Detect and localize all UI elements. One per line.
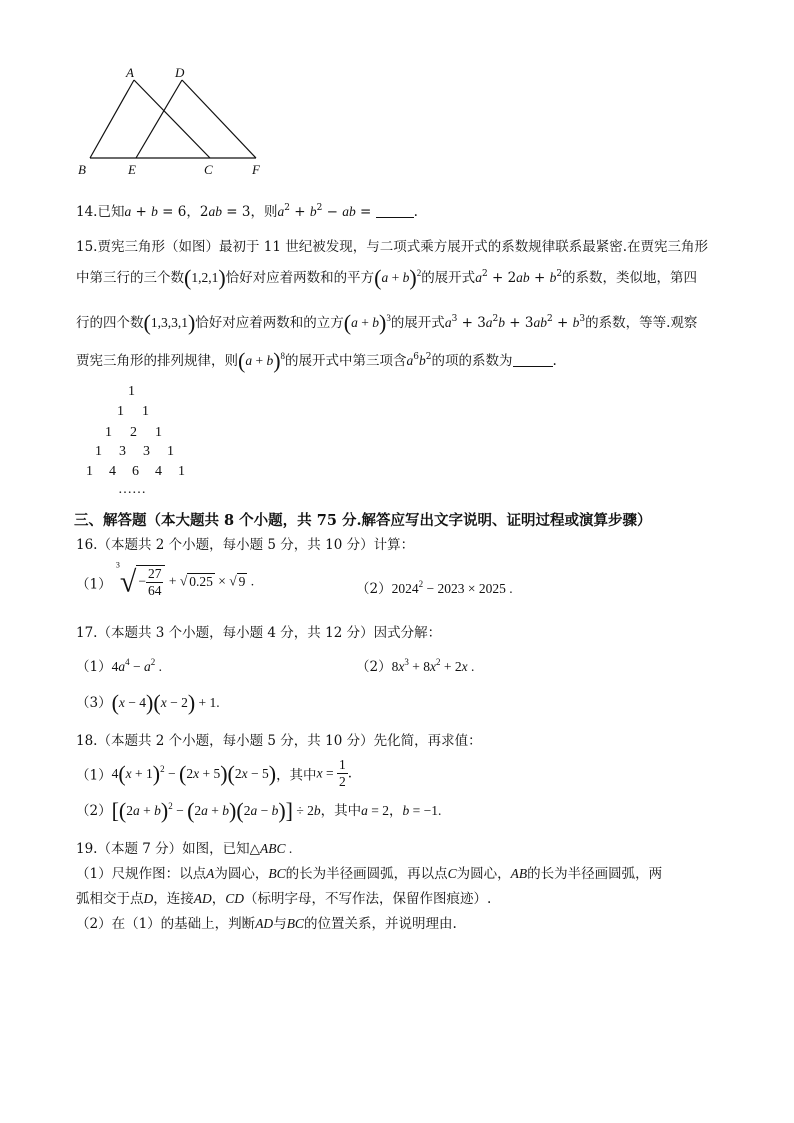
where-text: ，其中 bbox=[320, 803, 362, 819]
tri-cell: 3 bbox=[119, 444, 126, 459]
tri-cell: 1 bbox=[142, 404, 149, 419]
q15-line1: 15.贾宪三角形（如图）最初于 11 世纪被发现，与二项式乘方展开式的系数规律联系最紧密.在贾宪三角形 bbox=[76, 239, 709, 255]
q15-text: 的项的系数为 bbox=[431, 353, 513, 369]
q19-text: 为圆心， bbox=[456, 866, 511, 882]
section-title: 三、解答题（本大题共 8 个小题，共 75 分.解答应写出文字说明、证明过程或演算步骤） bbox=[74, 512, 652, 529]
q16-part1: （1） $^3$√ − $\frac{27}{64}$ + √ 0.25 × √ 9 . bbox=[76, 560, 255, 599]
tri-cell: 3 bbox=[143, 444, 150, 459]
q15-text: 恰好对应着两数和的平方 bbox=[225, 270, 375, 286]
q15-text: 的系数，等等.观察 bbox=[585, 315, 698, 331]
q17-part2: $(2)8x^3 + 8x^2 + 2x$ . bbox=[356, 657, 475, 675]
tri-cell: 4 bbox=[155, 464, 162, 479]
tri-cell: 2 bbox=[130, 425, 137, 440]
tri-cell: 1 bbox=[117, 404, 124, 419]
q19-text: 为圆心， bbox=[214, 866, 269, 882]
q19-text: 19.（本题 7 分）如图，已知 bbox=[76, 841, 250, 857]
q19-part1-line1: （1）尺规作图：以点A为圆心，BC的长为半径画圆弧，再以点C为圆心，AB的长为半径画圆弧，两 bbox=[76, 866, 663, 882]
answer-blank-15[interactable] bbox=[513, 354, 553, 367]
q15-text: 行的四个数 bbox=[76, 315, 144, 331]
segment-ac bbox=[134, 80, 210, 158]
q15-text: 恰好对应着两数和的立方 bbox=[195, 315, 344, 331]
q16-part2: $(2)2024^2 - 2023 \times 2025$ . bbox=[356, 579, 513, 597]
q19-part2: （2）在（1）的基础上，判断AD与BC的位置关系，并说明理由. bbox=[76, 916, 457, 932]
label-a: A bbox=[126, 65, 134, 80]
part-label: （1） bbox=[76, 767, 112, 784]
q17-head: 17.（本题共 3 个小题，每小题 4 分，共 12 分）因式分解： bbox=[76, 625, 442, 641]
segment-de bbox=[136, 80, 182, 158]
part-label: （3） bbox=[76, 695, 112, 711]
q15-line3: 行的四个数(1,3,3,1)恰好对应着两数和的立方$(a + b)^3$的展开式$a^3 + 3a^2b + 3ab^2 + b^3$的系数，等等.观察 bbox=[76, 310, 698, 335]
q19-text: 的位置关系，并说明理由. bbox=[303, 916, 457, 932]
q15-text: 的展开式 bbox=[390, 315, 445, 331]
q19-text: ，连接 bbox=[153, 891, 194, 907]
q14-then: ，则 bbox=[250, 204, 278, 220]
q18-part1: $(1)4(x + 1)^2 - (2x + 5)(2x - 5)$，其中x = $\frac{1}{2}$ . bbox=[76, 757, 352, 789]
label-b: B bbox=[78, 162, 86, 177]
tri-cell: 1 bbox=[86, 464, 93, 479]
tri-cell: 1 bbox=[155, 425, 162, 440]
tri-cell: 1 bbox=[167, 444, 174, 459]
q17-part1: $(1)4a^4 - a^2$ . bbox=[76, 657, 162, 675]
answer-blank-14[interactable] bbox=[376, 205, 414, 218]
tri-cell: 1 bbox=[105, 425, 112, 440]
part-label: （2） bbox=[76, 803, 112, 819]
q15-text: 贾宪三角形的排列规律，则 bbox=[76, 353, 238, 369]
q15-text: 中第三行的三个数 bbox=[76, 270, 184, 286]
question-14: 14.已知a + b = 6，2ab = 3，则$a^2 + b^2$ − ab = . bbox=[76, 203, 418, 220]
q16-head: 16.（本题共 2 个小题，每小题 5 分，共 10 分）计算： bbox=[76, 537, 415, 553]
label-f: F bbox=[252, 162, 260, 177]
segment-df bbox=[182, 80, 256, 158]
q15-line2: 中第三行的三个数(1,2,1)恰好对应着两数和的平方$(a + b)^2$的展开式$a^2 + 2ab + b^2$的系数，类似地，第四 bbox=[76, 265, 698, 290]
q19-text: 的长为半径画圆弧，两 bbox=[527, 866, 663, 882]
q19-text: 与 bbox=[273, 916, 287, 932]
label-e: E bbox=[128, 162, 136, 177]
q15-text: 的展开式中第三项含 bbox=[285, 353, 407, 369]
segment-ab bbox=[90, 80, 134, 158]
q18-head: 18.（本题共 2 个小题，每小题 5 分，共 10 分）先化简，再求值： bbox=[76, 733, 482, 749]
q18-part2: $(2)[(2a + b)^2 - (2a + b)(2a - b)] \div 2b$，其中a = 2，b = −1. bbox=[76, 798, 442, 823]
label-d: D bbox=[175, 65, 185, 80]
q15-text: 的展开式 bbox=[421, 270, 476, 286]
tri-dots: …… bbox=[118, 482, 146, 497]
q19-head: 19.（本题 7 分）如图，已知△ABC . bbox=[76, 841, 293, 857]
triangle-figure bbox=[70, 62, 280, 182]
q14-known: 已知 bbox=[97, 204, 125, 220]
where-text: ，其中 bbox=[276, 767, 317, 784]
tri-cell: 6 bbox=[132, 464, 139, 479]
tri-cell: 1 bbox=[95, 444, 102, 459]
q19-text: 弧相交于点 bbox=[76, 891, 144, 907]
q19-part1-line2: 弧相交于点D，连接AD，CD（标明字母，不写作法，保留作图痕迹）. bbox=[76, 891, 492, 907]
part-label: （2） bbox=[356, 659, 392, 675]
part-label: （2） bbox=[356, 581, 392, 597]
label-c: C bbox=[204, 162, 213, 177]
q14-number: 14. bbox=[76, 204, 98, 220]
q17-part3: （3）(x − 4)(x − 2) + 1. bbox=[76, 690, 220, 715]
q15-line4: 贾宪三角形的排列规律，则$(a + b)^8$的展开式中第三项含$a^6b^2$的项的系数为 . bbox=[76, 348, 557, 373]
q19-text: （1）尺规作图：以点 bbox=[76, 866, 207, 882]
tri-cell: 1 bbox=[128, 384, 135, 399]
part-label: （1） bbox=[76, 659, 112, 675]
q15-text: 的系数，类似地，第四 bbox=[562, 270, 698, 286]
q19-text: （标明字母，不写作法，保留作图痕迹）. bbox=[244, 891, 492, 907]
q19-text: 的长为半径画圆弧，再以点 bbox=[285, 866, 448, 882]
q19-text: （2）在（1）的基础上，判断 bbox=[76, 916, 256, 932]
tri-cell: 1 bbox=[178, 464, 185, 479]
tri-cell: 4 bbox=[109, 464, 116, 479]
part-label: （1） bbox=[76, 576, 112, 593]
